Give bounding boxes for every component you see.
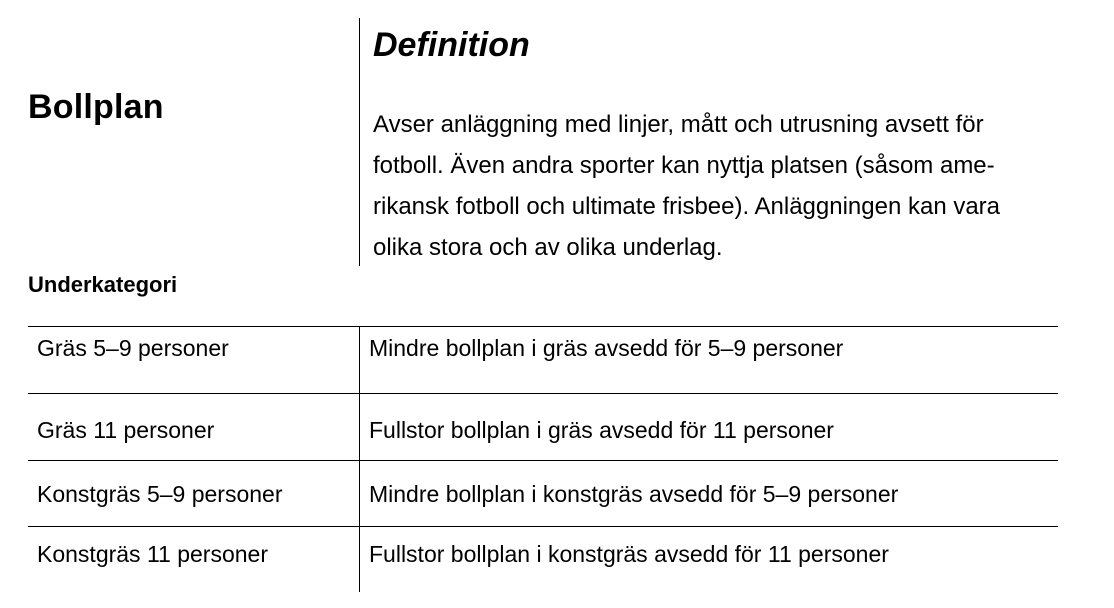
table-cell-name: Gräs 11 personer <box>37 417 215 443</box>
table-row <box>28 394 1058 461</box>
table-cell-name: Konstgräs 5–9 personer <box>37 481 283 507</box>
definition-heading: Definition <box>373 26 530 64</box>
subcategory-heading: Underkategori <box>28 272 178 297</box>
table-row <box>28 461 1058 527</box>
definition-line: rikansk fotboll och ultimate frisbee). Anläggningen kan vara <box>373 193 1001 220</box>
table-cell-name: Konstgräs 11 personer <box>37 541 268 567</box>
page-title: Bollplan <box>28 88 164 126</box>
definition-line: olika stora och av olika underlag. <box>373 234 723 261</box>
table-cell-description: Fullstor bollplan i konstgräs avsedd för 11 personer <box>369 541 889 567</box>
table-row <box>28 527 1058 593</box>
table-cell-description: Mindre bollplan i gräs avsedd för 5–9 personer <box>369 335 844 361</box>
definition-line: fotboll. Även andra sporter kan nyttja platsen (såsom ame- <box>373 152 995 179</box>
vertical-divider <box>359 18 360 266</box>
definition-text <box>373 104 1053 268</box>
table-row <box>28 326 1058 394</box>
table-cell-name: Gräs 5–9 personer <box>37 335 229 361</box>
table-column-divider <box>359 326 360 592</box>
subcategory-table <box>28 326 1058 593</box>
table-cell-description: Mindre bollplan i konstgräs avsedd för 5–9 personer <box>369 481 899 507</box>
table-cell-description: Fullstor bollplan i gräs avsedd för 11 personer <box>369 417 834 443</box>
definition-line: Avser anläggning med linjer, mått och utrusning avsett för <box>373 111 984 138</box>
